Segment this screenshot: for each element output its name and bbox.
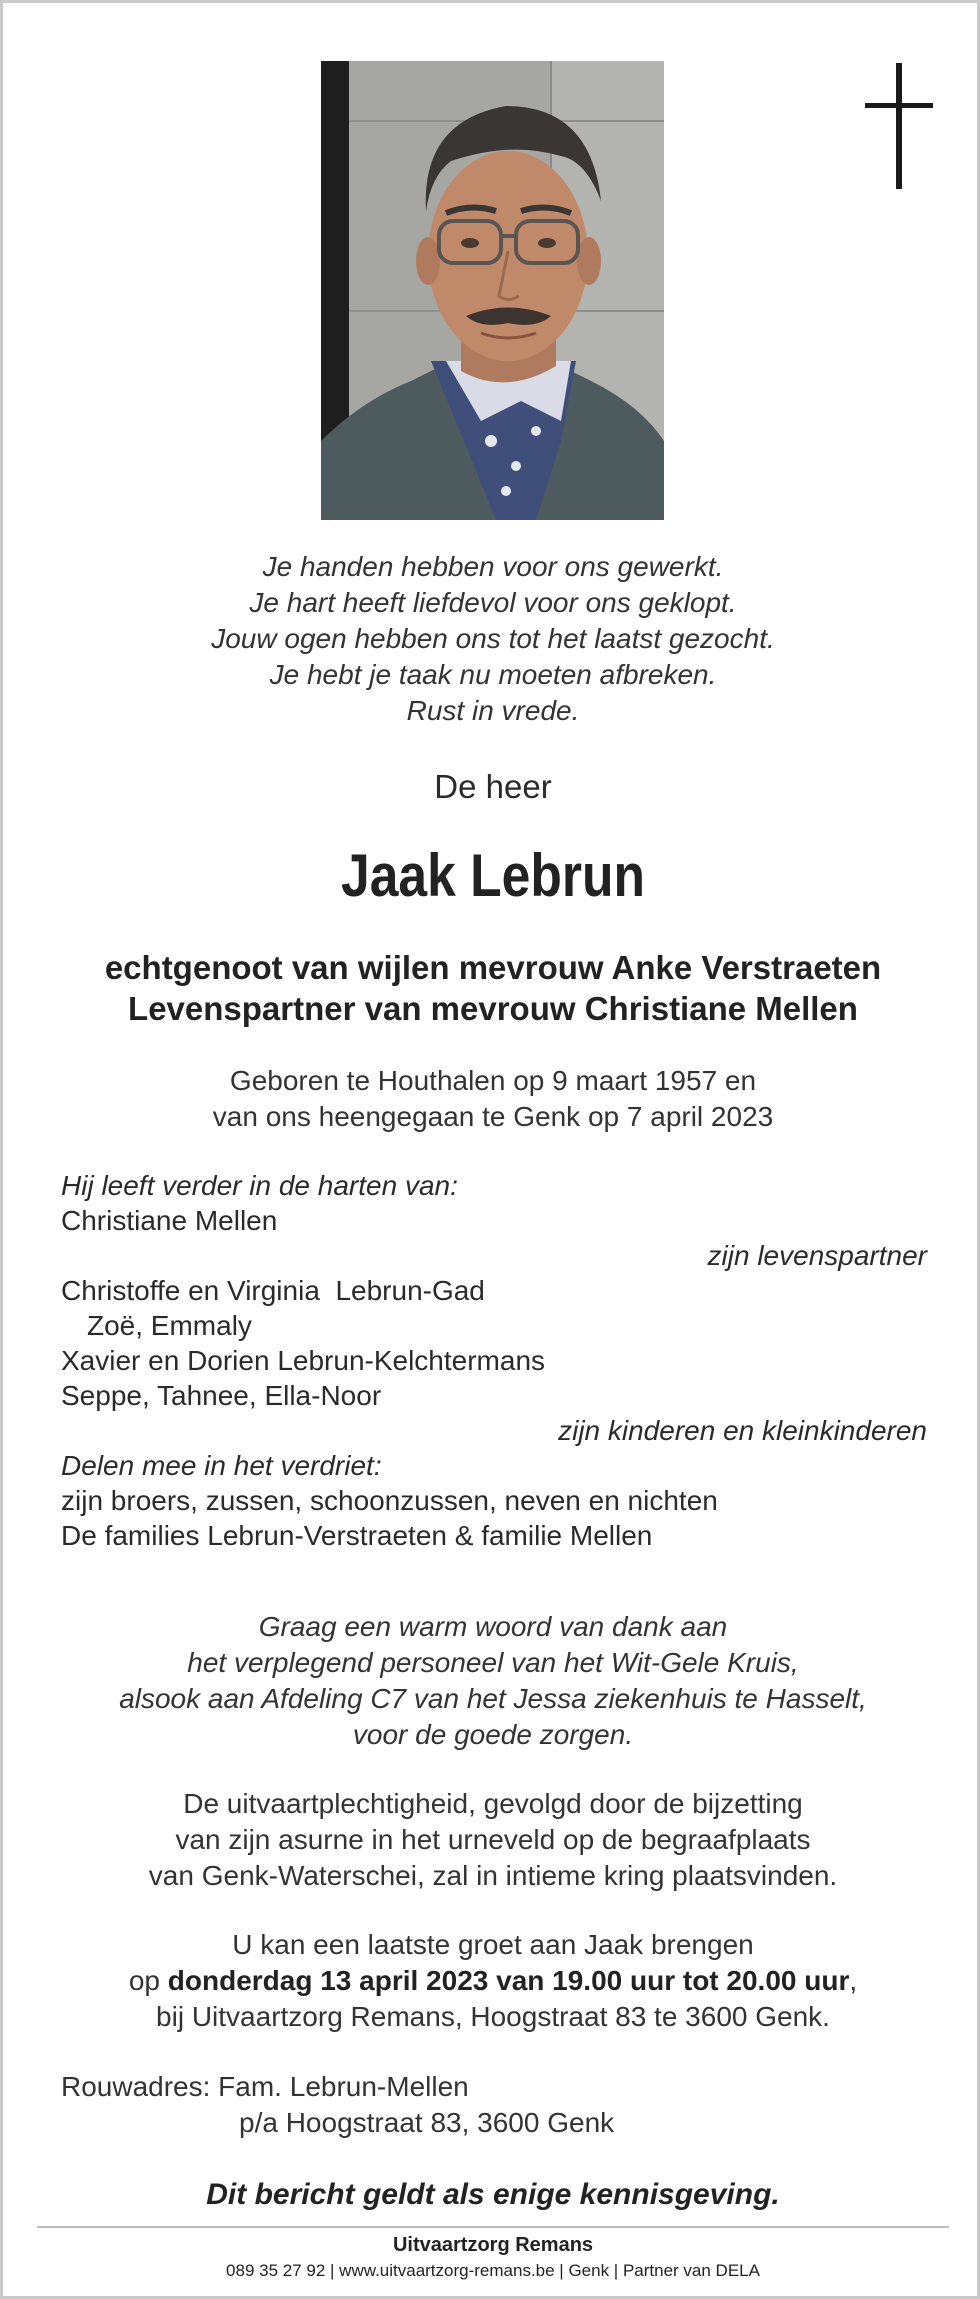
cross-icon xyxy=(865,63,933,189)
family-partner-role: zijn levenspartner xyxy=(707,1240,927,1271)
thanks-line: het verplegend personeel van het Wit-Gele Kruis, xyxy=(187,1647,799,1678)
family-child: Xavier en Dorien Lebrun-Kelchtermans xyxy=(61,1345,546,1376)
family-share-intro: Delen mee in het verdriet: xyxy=(61,1450,382,1481)
mourning-address xyxy=(61,2069,614,2141)
family-share: De families Lebrun-Verstraeten & familie Mellen xyxy=(61,1520,653,1551)
poem-line: Je handen hebben voor ons gewerkt. xyxy=(262,551,724,582)
visit-prefix: op xyxy=(128,1965,168,1996)
family-grandchildren: Seppe, Tahnee, Ella-Noor xyxy=(61,1380,382,1411)
death-line: van ons heengegaan te Genk op 7 april 2023 xyxy=(212,1101,774,1132)
relation-line: echtgenoot van wijlen mevrouw Anke Verstraeten xyxy=(104,949,882,986)
footer-divider xyxy=(37,2226,949,2228)
family-child: Christoffe en Virginia Lebrun-Gad xyxy=(61,1275,485,1306)
visit-line: U kan een laatste groet aan Jaak brengen xyxy=(232,1929,754,1960)
thanks-line: alsook aan Afdeling C7 van het Jessa ziekenhuis te Hasselt, xyxy=(119,1683,867,1714)
visit-suffix: , xyxy=(849,1965,858,1996)
ceremony-line: De uitvaartplechtigheid, gevolgd door de bijzetting xyxy=(183,1788,803,1819)
deceased-name: Jaak Lebrun xyxy=(341,842,645,909)
address-line: p/a Hoogstraat 83, 3600 Genk xyxy=(239,2107,615,2138)
notice: Dit bericht geldt als enige kennisgeving. xyxy=(206,2178,780,2211)
family-share: zijn broers, zussen, schoonzussen, neven en nichten xyxy=(61,1485,718,1516)
visit-date: donderdag 13 april 2023 van 19.00 uur tot 20.00 uur xyxy=(167,1965,850,1996)
thanks-line: Graag een warm woord van dank aan xyxy=(258,1611,728,1642)
address-line: Rouwadres: Fam. Lebrun-Mellen xyxy=(61,2071,469,2102)
footer-company: Uitvaartzorg Remans xyxy=(392,2234,594,2256)
visit-date-line xyxy=(3,1963,980,1999)
family-children-role: zijn kinderen en kleinkinderen xyxy=(558,1415,927,1446)
poem-line: Je hart heeft liefdevol voor ons geklopt. xyxy=(249,587,737,618)
footer-contact: 089 35 27 92 | www.uitvaartzorg-remans.be | Genk | Partner van DELA xyxy=(226,2261,760,2280)
relation xyxy=(3,947,980,1029)
thanks-line: voor de goede zorgen. xyxy=(352,1719,634,1750)
family-partner: Christiane Mellen xyxy=(61,1205,278,1236)
thanks xyxy=(3,1609,980,1753)
honorific: De heer xyxy=(434,768,552,805)
birth-death-dates xyxy=(3,1063,980,1135)
family-grandchildren: Zoë, Emmaly xyxy=(87,1310,252,1341)
visit-location: bij Uitvaartzorg Remans, Hoogstraat 83 te 3600 Genk. xyxy=(156,2001,830,2032)
ceremony-line: van Genk-Waterschei, zal in intieme kring plaatsvinden. xyxy=(148,1860,838,1891)
visit-info xyxy=(3,1927,980,2035)
poem-line: Jouw ogen hebben ons tot het laatst gezocht. xyxy=(211,623,775,654)
poem xyxy=(3,549,980,729)
family-list xyxy=(61,1168,927,1553)
poem-line: Rust in vrede. xyxy=(406,695,580,726)
ceremony-info xyxy=(3,1786,980,1894)
family-intro: Hij leeft verder in de harten van: xyxy=(61,1170,458,1201)
poem-line: Je hebt je taak nu moeten afbreken. xyxy=(269,659,717,690)
portrait-photo xyxy=(321,61,664,520)
birth-line: Geboren te Houthalen op 9 maart 1957 en xyxy=(229,1065,757,1096)
ceremony-line: van zijn asurne in het urneveld op de begraafplaats xyxy=(175,1824,811,1855)
relation-line: Levenspartner van mevrouw Christiane Mellen xyxy=(128,990,858,1027)
